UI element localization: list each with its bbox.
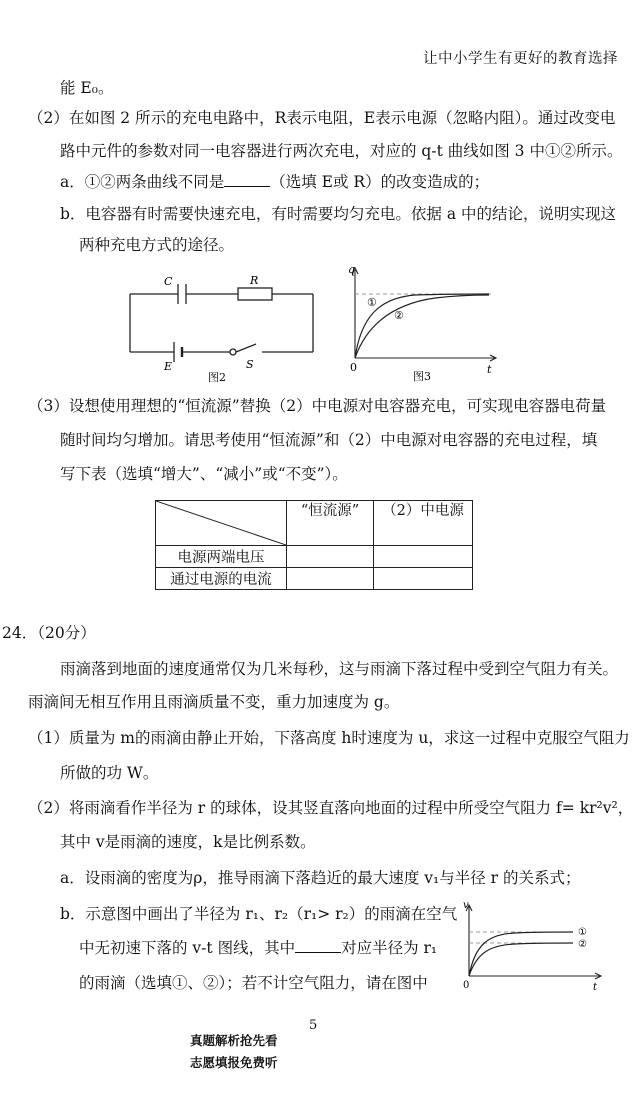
vt-y-label: v (463, 900, 469, 911)
text-line-16: a．设雨滴的密度为ρ，推导雨滴下落趋近的最大速度 v₁与半径 r 的关系式； (60, 869, 581, 887)
text-line-4-after: （选填 E或 R）的改变造成的； (270, 173, 490, 191)
answer-blank-b[interactable] (295, 938, 341, 953)
text-line-8: 随时间均匀增加。请思考使用“恒流源”和（2）中电源对电容器的充电过程，填 (60, 431, 598, 449)
figure2-circuit (120, 268, 330, 386)
table-row-current: 通过电源的电流 (156, 568, 287, 590)
capacitor-label: C (164, 275, 173, 288)
text-line-19: 的雨滴（选填①、②）；若不计空气阻力，请在图中 (79, 974, 428, 992)
page-number: 5 (309, 1018, 318, 1033)
text-line-1: 能 E₀。 (60, 79, 114, 97)
fill-table (155, 500, 473, 590)
text-line-13: 所做的功 W。 (60, 764, 159, 782)
text-line-2: （2）在如图 2 所示的充电电路中，R表示电阻，E表示电源（忽略内阻）。通过改变电 (28, 109, 616, 127)
origin-label: 0 (350, 361, 357, 374)
curve-1-label: ① (367, 296, 377, 309)
footer-line-1: 真题解析抢先看 (190, 1033, 278, 1048)
question-24-title: 24．（20分） (2, 624, 96, 642)
table-cell-voltage-constant[interactable] (287, 546, 374, 568)
table-row-voltage: 电源两端电压 (156, 546, 287, 568)
table-corner-cell (156, 501, 287, 546)
footer-line-2: 志愿填报免费听 (190, 1055, 278, 1070)
curve-2-label: ② (394, 309, 404, 322)
text-line-14: （2）将雨滴看作半径为 r 的球体，设其竖直落向地面的过程中所受空气阻力 f= kr²v²， (28, 799, 634, 817)
text-line-18-after: 对应半径为 r₁ (341, 939, 438, 957)
page-header: 让中小学生有更好的教育选择 (423, 51, 618, 67)
table-diagonal (156, 501, 286, 545)
vt-curve-1-label: ① (578, 927, 587, 938)
table-cell-current-source[interactable] (374, 568, 473, 590)
vt-curve-2 (469, 943, 573, 976)
text-line-17: b．示意图中画出了半径为 r₁、r₂（r₁> r₂）的雨滴在空气 (60, 905, 458, 923)
switch-label: S (246, 358, 254, 371)
table-header-power-source: （2）中电源 (374, 501, 473, 546)
text-line-6: 两种充电方式的途径。 (79, 236, 235, 254)
figure-vt-graph (455, 900, 605, 992)
figure2-caption: 图2 (208, 371, 226, 384)
text-line-3: 路中元件的参数对同一电容器进行两次充电，对应的 q-t 曲线如图 3 中①②所示。 (60, 142, 623, 160)
vt-curve-2-label: ② (578, 939, 587, 950)
text-line-18-before: 中无初速下落的 v-t 图线，其中 (79, 939, 296, 957)
text-line-4 (60, 172, 489, 192)
text-line-10: 雨滴落到地面的速度通常仅为几米每秒，这与雨滴下落过程中受到空气阻力有关。 (60, 660, 619, 678)
vt-curve-1 (469, 932, 573, 976)
resistor-label: R (250, 274, 259, 287)
answer-blank-a[interactable] (224, 172, 270, 187)
t-axis-label: t (487, 363, 492, 376)
text-line-7: （3）设想使用理想的“恒流源”替换（2）中电源对电容器充电，可实现电容器电荷量 (28, 397, 607, 415)
text-line-12: （1）质量为 m的雨滴由静止开始，下落高度 h时速度为 u，求这一过程中克服空气阻力 (28, 729, 630, 747)
q-axis-label: q (348, 263, 356, 276)
vt-x-label: t (593, 982, 598, 992)
text-line-9: 写下表（选填“增大”、“减小”或“不变”）。 (60, 465, 348, 483)
text-line-18 (79, 938, 437, 958)
table-cell-voltage-source[interactable] (374, 546, 473, 568)
text-line-4-before: a．①②两条曲线不同是 (60, 173, 225, 191)
text-line-11: 雨滴间无相互作用且雨滴质量不变，重力加速度为 g。 (28, 693, 400, 711)
text-line-15: 其中 v是雨滴的速度，k是比例系数。 (60, 833, 316, 851)
vt-origin-label: 0 (463, 980, 470, 991)
table-header-constant-source: “恒流源” (287, 501, 374, 546)
figure3-caption: 图3 (413, 370, 431, 383)
text-line-5: b．电容器有时需要快速充电，有时需要均匀充电。依据 a 中的结论，说明实现这 (60, 205, 617, 223)
source-label: E (164, 360, 173, 373)
table-cell-current-constant[interactable] (287, 568, 374, 590)
figure3-qt-graph (335, 262, 505, 387)
